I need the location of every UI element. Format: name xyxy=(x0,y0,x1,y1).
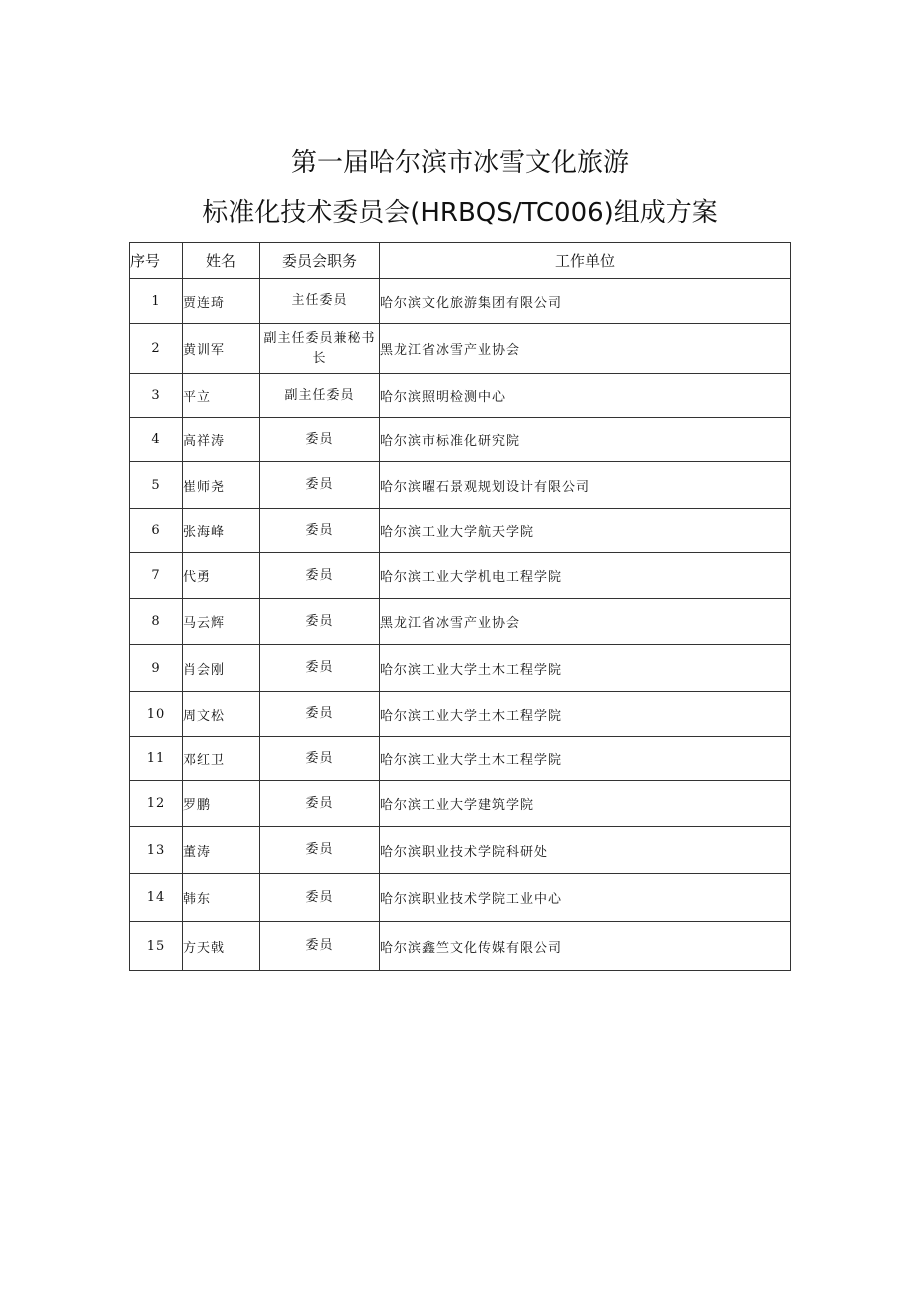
member-name-cell: 平立 xyxy=(183,374,260,418)
work-unit-cell: 哈尔滨工业大学建筑学院 xyxy=(380,781,791,827)
committee-role-cell: 委员 xyxy=(260,922,380,971)
committee-role-cell: 委员 xyxy=(260,737,380,781)
committee-role-cell: 委员 xyxy=(260,462,380,509)
work-unit-cell: 哈尔滨照明检测中心 xyxy=(380,374,791,418)
serial-number-cell: 15 xyxy=(130,922,183,971)
committee-table xyxy=(129,242,791,971)
member-name-cell: 高祥涛 xyxy=(183,418,260,462)
committee-role-cell: 委员 xyxy=(260,509,380,553)
header-committee-role: 委员会职务 xyxy=(260,243,380,279)
document-title-line2: 标准化技术委员会(HRBQS/TC006)组成方案 xyxy=(202,198,718,228)
member-name-cell: 马云辉 xyxy=(183,599,260,645)
work-unit-cell: 黑龙江省冰雪产业协会 xyxy=(380,324,791,374)
member-name-cell: 黄训军 xyxy=(183,324,260,374)
work-unit-cell: 哈尔滨鑫竺文化传媒有限公司 xyxy=(380,922,791,971)
header-serial-number: 序号 xyxy=(130,243,183,279)
committee-role-cell: 委员 xyxy=(260,781,380,827)
table-row xyxy=(130,827,791,874)
serial-number-cell: 7 xyxy=(130,553,183,599)
member-name-cell: 邓红卫 xyxy=(183,737,260,781)
work-unit-cell: 哈尔滨职业技术学院科研处 xyxy=(380,827,791,874)
member-name-cell: 周文松 xyxy=(183,692,260,737)
committee-role-cell: 委员 xyxy=(260,599,380,645)
work-unit-cell: 哈尔滨市标准化研究院 xyxy=(380,418,791,462)
committee-role-cell: 委员 xyxy=(260,827,380,874)
header-work-unit: 工作单位 xyxy=(380,243,791,279)
committee-role-cell: 委员 xyxy=(260,874,380,922)
table-row xyxy=(130,418,791,462)
serial-number-cell: 8 xyxy=(130,599,183,645)
committee-role-cell: 副主任委员 xyxy=(260,374,380,418)
work-unit-cell: 哈尔滨工业大学土木工程学院 xyxy=(380,737,791,781)
work-unit-cell: 哈尔滨工业大学土木工程学院 xyxy=(380,645,791,692)
committee-role-cell: 副主任委员兼秘书长 xyxy=(260,324,380,374)
serial-number-cell: 2 xyxy=(130,324,183,374)
committee-role-cell: 主任委员 xyxy=(260,279,380,324)
work-unit-cell: 哈尔滨工业大学航天学院 xyxy=(380,509,791,553)
serial-number-cell: 6 xyxy=(130,509,183,553)
header-name: 姓名 xyxy=(183,243,260,279)
committee-role-cell: 委员 xyxy=(260,418,380,462)
table-row xyxy=(130,599,791,645)
work-unit-cell: 哈尔滨工业大学机电工程学院 xyxy=(380,553,791,599)
table-row xyxy=(130,874,791,922)
member-name-cell: 张海峰 xyxy=(183,509,260,553)
serial-number-cell: 11 xyxy=(130,737,183,781)
work-unit-cell: 哈尔滨曜石景观规划设计有限公司 xyxy=(380,462,791,509)
serial-number-cell: 5 xyxy=(130,462,183,509)
table-row xyxy=(130,553,791,599)
table-row xyxy=(130,737,791,781)
serial-number-cell: 14 xyxy=(130,874,183,922)
table-header-row xyxy=(130,243,791,279)
table-row xyxy=(130,462,791,509)
serial-number-cell: 1 xyxy=(130,279,183,324)
member-name-cell: 董涛 xyxy=(183,827,260,874)
table-row xyxy=(130,781,791,827)
member-name-cell: 贾连琦 xyxy=(183,279,260,324)
work-unit-cell: 哈尔滨职业技术学院工业中心 xyxy=(380,874,791,922)
serial-number-cell: 4 xyxy=(130,418,183,462)
serial-number-cell: 10 xyxy=(130,692,183,737)
serial-number-cell: 12 xyxy=(130,781,183,827)
table-row xyxy=(130,922,791,971)
document-title-line1: 第一届哈尔滨市冰雪文化旅游 xyxy=(290,148,629,178)
table-row xyxy=(130,645,791,692)
work-unit-cell: 黑龙江省冰雪产业协会 xyxy=(380,599,791,645)
table-row xyxy=(130,509,791,553)
work-unit-cell: 哈尔滨文化旅游集团有限公司 xyxy=(380,279,791,324)
serial-number-cell: 3 xyxy=(130,374,183,418)
committee-role-cell: 委员 xyxy=(260,645,380,692)
table-row xyxy=(130,692,791,737)
member-name-cell: 方天戟 xyxy=(183,922,260,971)
member-name-cell: 崔师尧 xyxy=(183,462,260,509)
serial-number-cell: 9 xyxy=(130,645,183,692)
table-row xyxy=(130,279,791,324)
serial-number-cell: 13 xyxy=(130,827,183,874)
member-name-cell: 肖会刚 xyxy=(183,645,260,692)
committee-role-cell: 委员 xyxy=(260,692,380,737)
committee-role-cell: 委员 xyxy=(260,553,380,599)
member-name-cell: 韩东 xyxy=(183,874,260,922)
member-name-cell: 代勇 xyxy=(183,553,260,599)
member-name-cell: 罗鹏 xyxy=(183,781,260,827)
table-row xyxy=(130,324,791,374)
table-row xyxy=(130,374,791,418)
work-unit-cell: 哈尔滨工业大学土木工程学院 xyxy=(380,692,791,737)
